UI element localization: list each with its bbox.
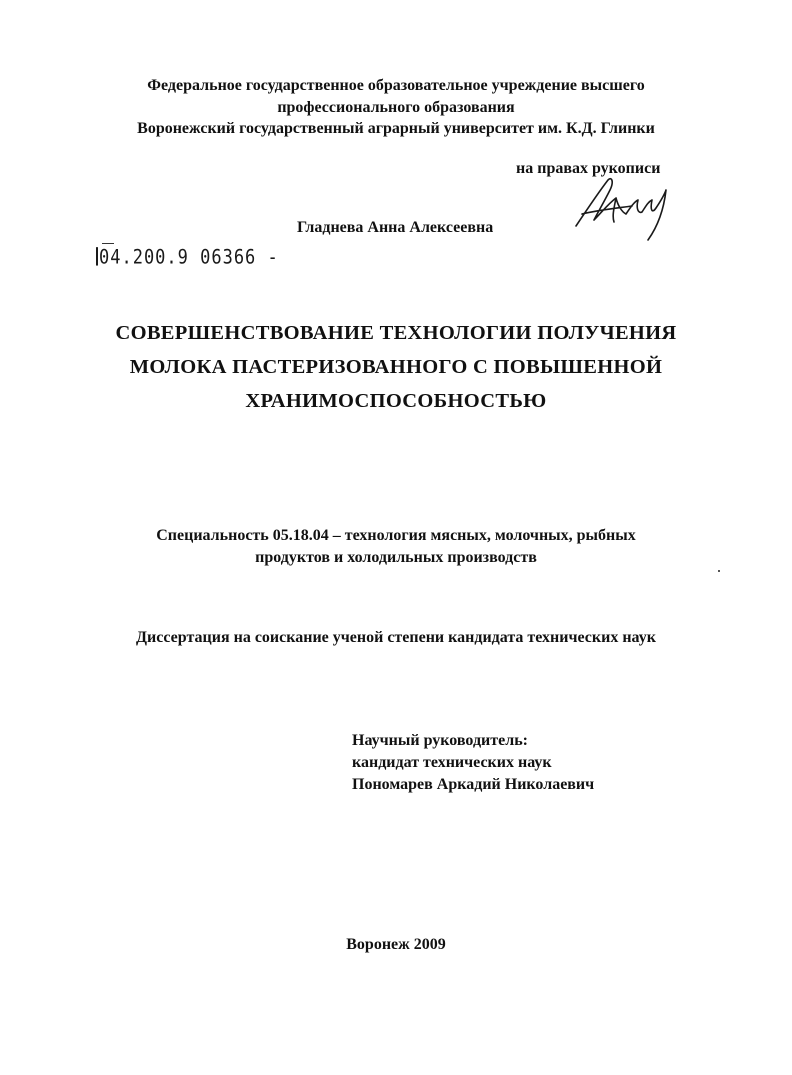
institution-line-2: профессионального образования [277,99,515,116]
supervisor-degree: кандидат технических наук [352,754,552,771]
city-year: Воронеж 2009 [346,936,446,953]
scan-mark [102,243,114,244]
dissertation-title-line-1: СОВЕРШЕНСТВОВАНИЕ ТЕХНОЛОГИИ ПОЛУЧЕНИЯ [115,322,677,344]
supervisor-name: Пономарев Аркадий Николаевич [352,776,595,793]
author-name: Гладнева Анна Алексеевна [297,219,494,236]
specialty-line-2: продуктов и холодильных производств [255,549,537,566]
university-name: Воронежский государственный аграрный университет им. К.Д. Глинки [137,120,655,137]
institution-line-1: Федеральное государственное образовательное учреждение высшего [147,77,645,94]
dissertation-note: Диссертация на соискание ученой степени кандидата технических наук [136,629,656,646]
scan-speck [718,570,720,572]
specialty-line-1: Специальность 05.18.04 – технология мясных, молочных, рыбных [156,527,636,544]
archive-stamp: 04.200.9 06366 - [96,246,279,269]
archive-number: 04.200.9 06366 [99,246,257,269]
supervisor-label: Научный руководитель: [352,732,528,749]
stamp-bar [96,247,98,265]
author-signature [568,168,678,248]
dissertation-title-line-2: МОЛОКА ПАСТЕРИЗОВАННОГО С ПОВЫШЕННОЙ [129,356,663,378]
dissertation-title-line-3: ХРАНИМОСПОСОБНОСТЬЮ [245,390,547,412]
manuscript-note: на правах рукописи [516,160,661,177]
